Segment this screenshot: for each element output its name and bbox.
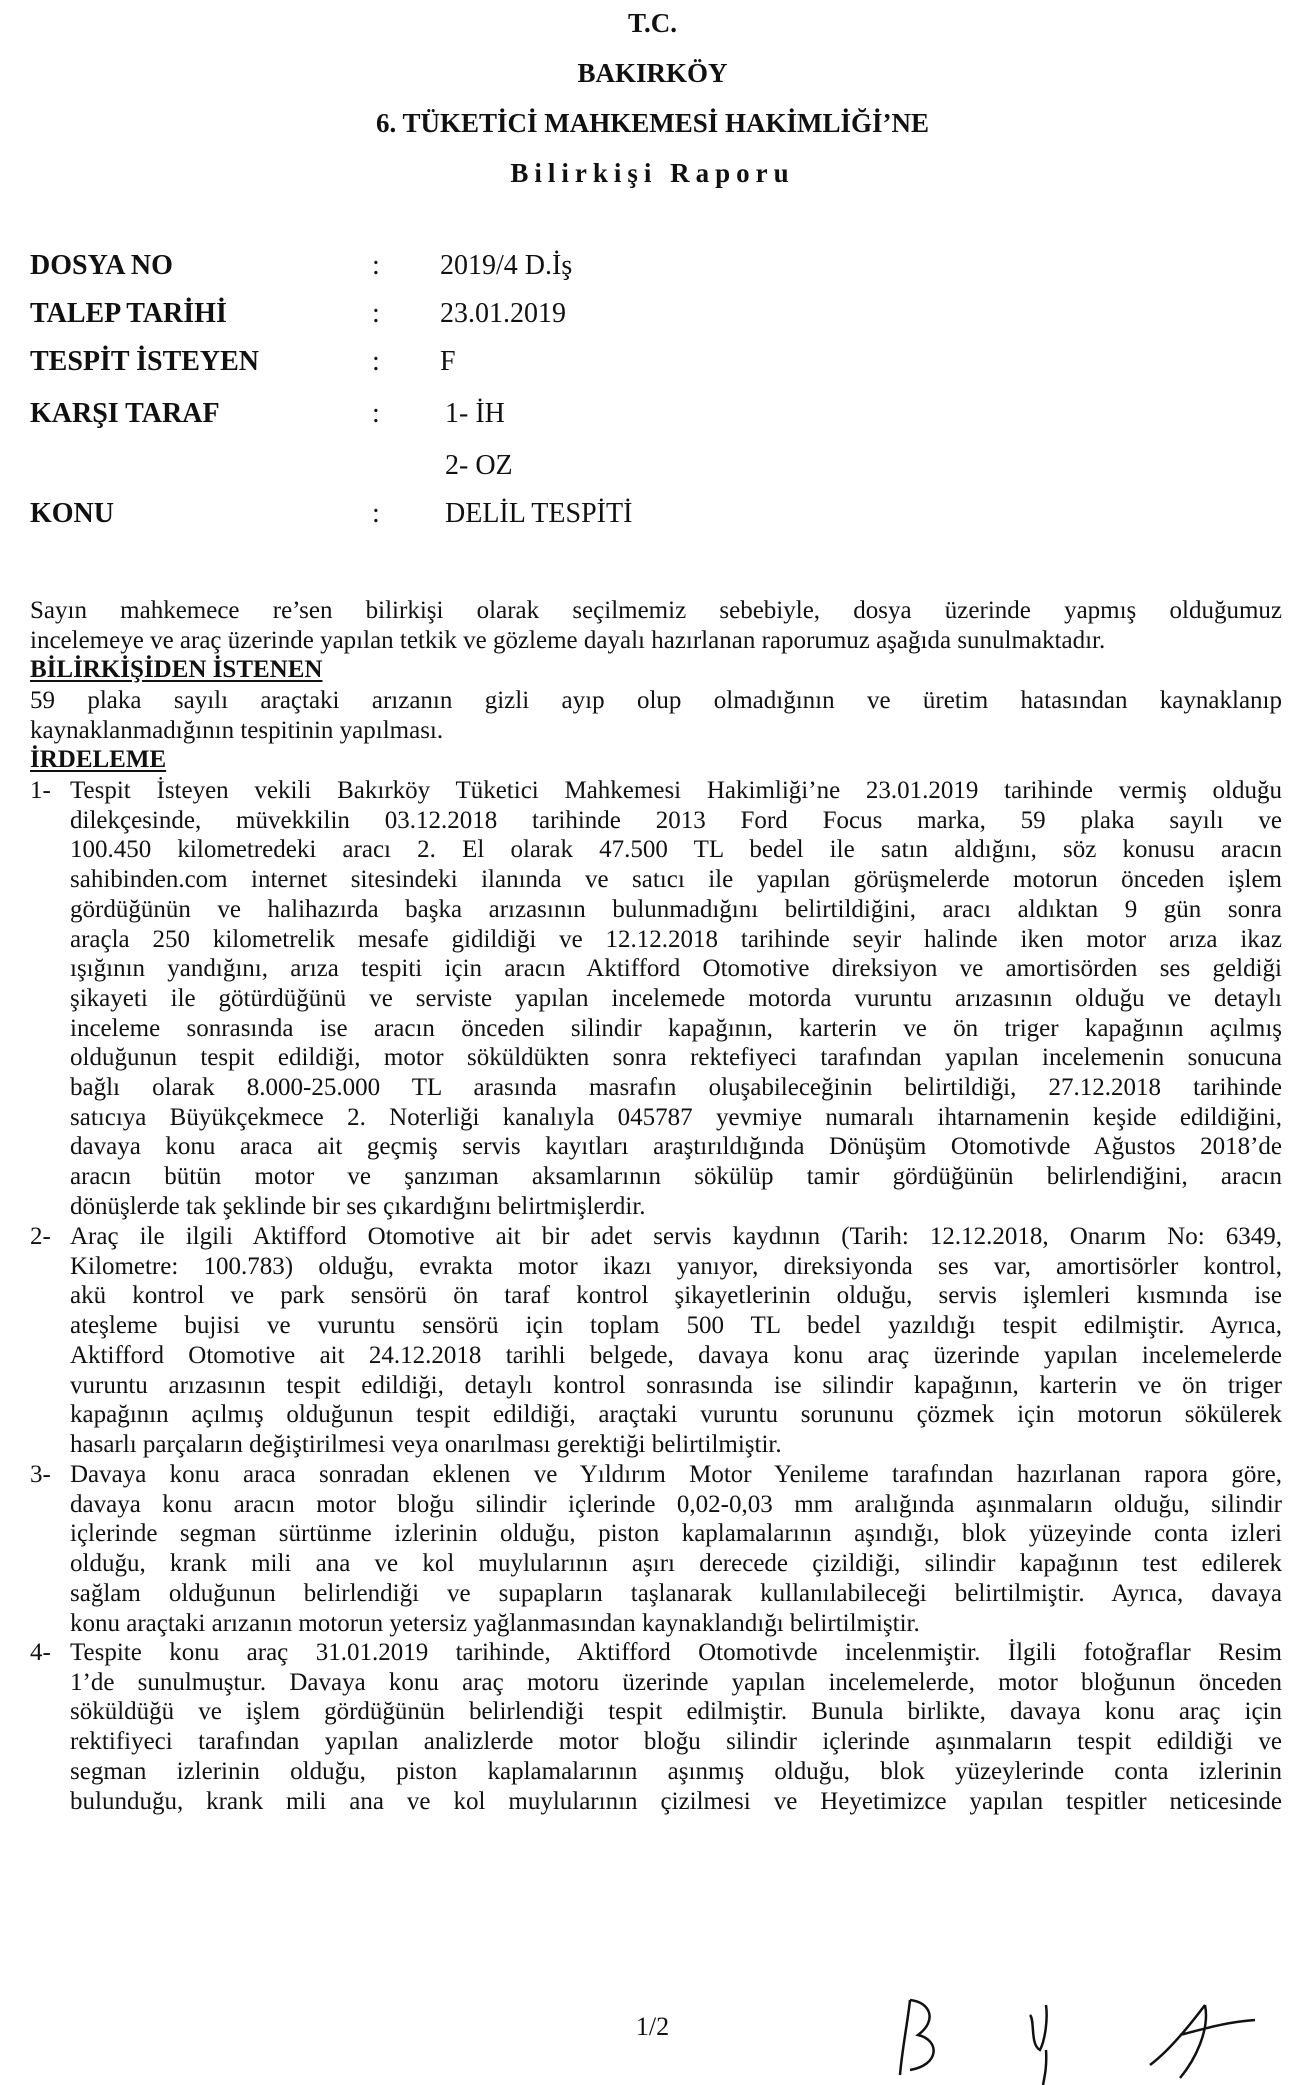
list-text — [70, 1638, 1282, 1816]
info-colon: : — [372, 398, 380, 429]
text-line: satıcıya Büyükçekmece 2. Noterliği kanalıyla 045787 yevmiye numaralı ihtarnamenin keşide edildiğini, — [70, 1103, 1282, 1131]
header-court: BAKIRKÖY — [577, 58, 728, 88]
info-value: 2- OZ — [445, 450, 513, 481]
text-line: olduğunun tespit edildiği, motor söküldükten sonra rektefiyeci tarafından yapılan incelemenin sonucuna — [70, 1044, 1282, 1072]
text-line: söküldüğü ve işlem gördüğünün belirlendiği tespit edilmiştir. Bunula birlikte, davaya konu araç için — [70, 1698, 1282, 1726]
info-value: F — [440, 346, 456, 377]
section1-paragraph — [30, 686, 1282, 745]
text-line: Tespite konu araç 31.01.2019 tarihinde, Aktifford Otomotivde incelenmiştir. İlgili fotoğraflar Resim — [70, 1639, 1282, 1666]
signature-2 — [1030, 2005, 1047, 2085]
list-number: 4- — [30, 1639, 51, 1666]
header-tc: T.C. — [627, 8, 677, 38]
text-line: akü kontrol ve park sensörü ön taraf kontrol şikayetlerinin olduğu, servis işlemleri kısmında ise — [70, 1282, 1282, 1310]
intro-paragraph — [30, 596, 1282, 655]
info-value: DELİL TESPİTİ — [445, 498, 633, 529]
info-label: DOSYA NO — [30, 250, 173, 281]
text-line: 59 plaka sayılı araçtaki arızanın gizli ayıp olup olmadığının ve üretim hatasından kaynaklanıp — [30, 687, 1282, 714]
list-number: 2- — [30, 1223, 51, 1250]
report-title: Bilirkişi Raporu — [510, 158, 795, 188]
list-number: 1- — [30, 777, 51, 804]
text-line: inceleme sonrasında ise aracın önceden silindir kapağının, karterin ve ön triger kapağının açılmış — [70, 1014, 1282, 1042]
text-line: Aktifford Otomotive ait 24.12.2018 tarihli belgede, davaya konu araç üzerinde yapılan incelemelerde — [70, 1341, 1282, 1369]
text-line: vuruntu arızasının tespit edildiği, detaylı kontrol sonrasında ise silindir kapağının, karterin ve ön triger — [70, 1371, 1282, 1399]
page-number: 1/2 — [635, 2012, 670, 2041]
info-label: KONU — [30, 498, 114, 529]
info-colon: : — [372, 498, 380, 529]
text-line: hasarlı parçaların değiştirilmesi veya onarılması gerektiği belirtilmiştir. — [70, 1430, 782, 1458]
list-text — [70, 1460, 1282, 1638]
list-number: 3- — [30, 1461, 51, 1488]
text-line: dilekçesinde, müvekkilin 03.12.2018 tarihinde 2013 Ford Focus marka, 59 plaka sayılı ve — [70, 806, 1282, 834]
info-label: TALEP TARİHİ — [30, 298, 227, 329]
text-line: olduğu, krank mili ana ve kol muylularının aşırı derecede çizildiği, silindir kapağının test edilerek — [70, 1550, 1282, 1578]
text-line: Araç ile ilgili Aktifford Otomotive ait bir adet servis kaydının (Tarih: 12.12.2018, Onarım No: 6349, — [70, 1223, 1282, 1250]
text-line: sağlam olduğunun belirlendiği ve supapların taşlanarak kullanılabileceği belirtilmiştir. Ayrıca, davaya — [70, 1579, 1282, 1607]
signature-3 — [1150, 2005, 1255, 2078]
text-line: sahibinden.com internet sitesindeki ilanında ve satıcı ile yapılan görüşmelerde motorun önceden işlem — [70, 866, 1282, 894]
info-value: 23.01.2019 — [440, 298, 566, 329]
text-line: davaya konu aracın motor bloğu silindir içlerinde 0,02-0,03 mm aralığında aşınmaların olduğu, silindir — [70, 1490, 1282, 1518]
text-line: 100.450 kilometredeki aracı 2. El olarak 47.500 TL bedel ile satın aldığını, söz konusu aracın — [70, 836, 1282, 864]
info-colon: : — [372, 298, 380, 329]
text-line: bulunduğu, krank mili ana ve kol muylularının çizilmesi ve Heyetimizce yapılan tespitler neticesinde — [70, 1787, 1282, 1815]
info-label: KARŞI TARAF — [30, 398, 220, 429]
text-line: şikayeti ile götürdüğünü ve serviste yapılan incelemede motorda vuruntu arızasının olduğu ve detaylı — [70, 984, 1282, 1012]
header-judge: 6. TÜKETİCİ MAHKEMESİ HAKİMLİĞİ’NE — [375, 108, 930, 138]
text-line: Sayın mahkemece re’sen bilirkişi olarak seçilmemiz sebebiyle, dosya üzerinde yapmış olduğumuz — [30, 597, 1282, 624]
text-line: dönüşlerde tak şeklinde bir ses çıkardığını belirtmişlerdir. — [70, 1192, 646, 1220]
text-line: bağlı olarak 8.000-25.000 TL arasında masrafın oluşabileceğinin belirtildiği, 27.12.2018 tarihinde — [70, 1074, 1282, 1102]
signature-1 — [900, 2000, 934, 2075]
text-line: Tespit İsteyen vekili Bakırköy Tüketici Mahkemesi Hakimliği’ne 23.01.2019 tarihinde vermiş olduğu — [70, 777, 1282, 804]
list-text — [70, 776, 1282, 1222]
text-line: ışığının yandığını, arıza tespiti için aracın Aktifford Otomotive direksiyon ve amortisörden ses geldiği — [70, 955, 1282, 983]
section-title-bilirkisiden: BİLİRKİŞİDEN İSTENEN — [30, 656, 323, 683]
text-line: içlerinde segman sürtünme izlerinin olduğu, piston kaplamalarının aşındığı, blok yüzeyinde conta izleri — [70, 1520, 1282, 1548]
text-line: ateşleme bujisi ve vuruntu sensörü için toplam 500 TL bedel yazıldığı tespit edilmiştir. Ayrıca, — [70, 1312, 1282, 1340]
info-value: 1- İH — [445, 398, 505, 429]
signatures — [880, 1990, 1300, 2085]
text-line: araçla 250 kilometrelik mesafe gidildiği ve 12.12.2018 tarihinde seyir halinde iken motor arıza ikaz — [70, 925, 1282, 953]
info-colon: : — [372, 250, 380, 281]
text-line: aracın bütün motor ve şanzıman aksamlarının sökülüp tamir gördüğünün belirlendiğini, aracın — [70, 1163, 1282, 1191]
info-label: TESPİT İSTEYEN — [30, 346, 260, 377]
text-line: Kilometre: 100.783) olduğu, evrakta motor ikazı yanıyor, direksiyonda ses var, amortisörler kontrol, — [70, 1252, 1282, 1280]
list-text — [70, 1222, 1282, 1460]
text-line: kaynaklanmadığının tespitinin yapılması. — [30, 716, 444, 744]
text-line: kapağının açılmış olduğunun tespit edildiği, araçtaki vuruntu sorununu çözmek için motorun sökülerek — [70, 1401, 1282, 1429]
info-value: 2019/4 D.İş — [440, 250, 573, 281]
text-line: incelemeye ve araç üzerinde yapılan tetkik ve gözleme dayalı hazırlanan raporumuz aşağıda sunulmaktadır. — [30, 626, 1106, 654]
info-colon: : — [372, 346, 380, 377]
text-line: gördüğünün ve halihazırda başka arızasının bulunmadığını belirtildiğini, aracı aldıktan 9 gün sonra — [70, 895, 1282, 923]
text-line: 1’de sunulmuştur. Davaya konu araç motoru üzerinde yapılan incelemelerde, motor bloğunun önceden — [70, 1668, 1282, 1696]
text-line: konu araçtaki arızanın motorun yetersiz yağlanmasından kaynaklandığı belirtilmiştir. — [70, 1609, 920, 1637]
text-line: segman izlerinin olduğu, piston kaplamalarının aşınmış olduğu, blok yüzeylerinde conta izlerinin — [70, 1757, 1282, 1785]
text-line: Davaya konu araca sonradan eklenen ve Yıldırım Motor Yenileme tarafından hazırlanan rapora göre, — [70, 1461, 1282, 1488]
text-line: rektifiyeci tarafından yapılan analizlerde motor bloğu silindir içlerinde aşınmaların tespit edildiği ve — [70, 1728, 1282, 1756]
section-title-irdeleme: İRDELEME — [30, 746, 167, 773]
text-line: davaya konu araca ait geçmiş servis kayıtları araştırıldığında Dönüşüm Otomotivde Ağustos 2018’de — [70, 1133, 1282, 1161]
